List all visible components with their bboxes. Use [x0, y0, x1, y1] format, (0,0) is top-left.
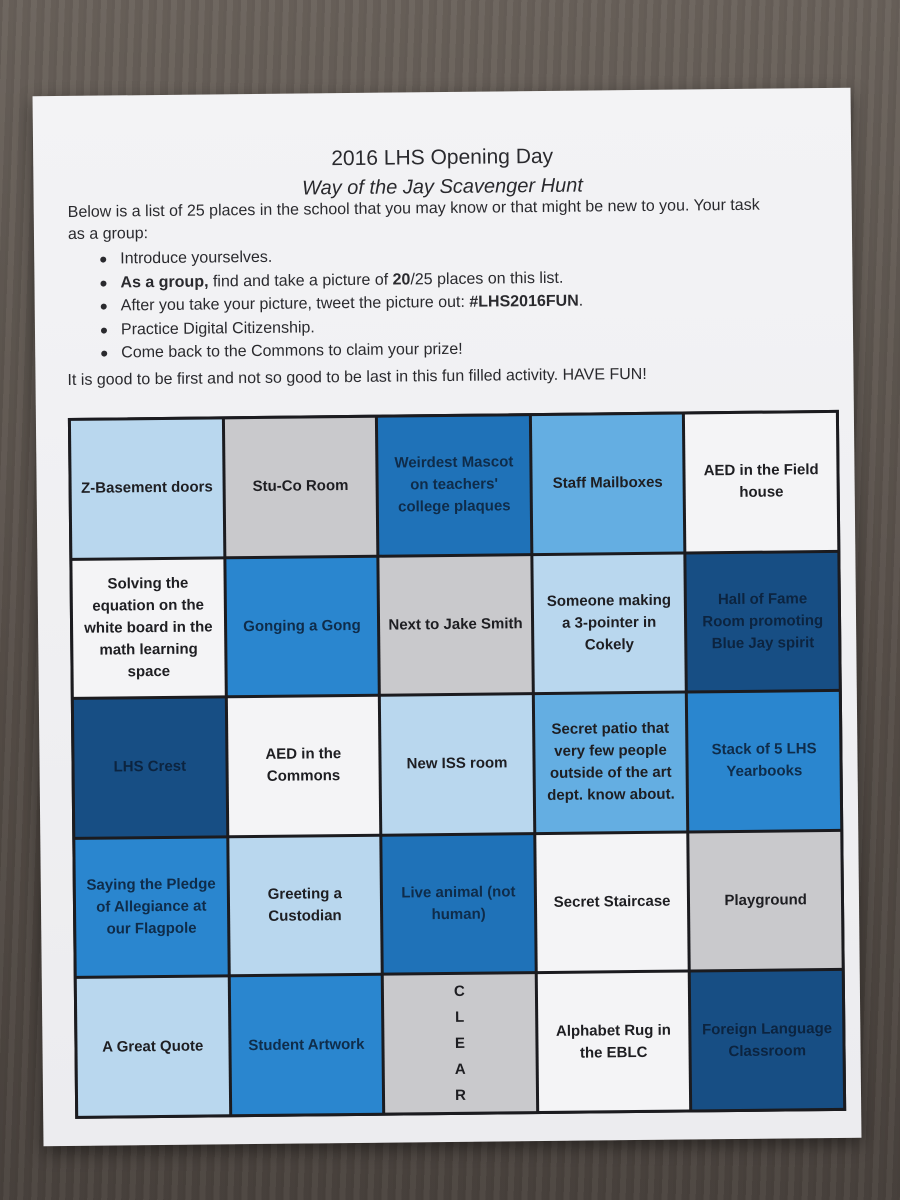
grid-cell: Solving the equation on the white board in the math learning space — [72, 559, 224, 697]
grid-cell: Staff Mailboxes — [532, 415, 684, 553]
closing-text: It is good to be first and not so good to be last in this fun filled activity. HAVE FUN! — [67, 365, 647, 389]
grid-cell: Hall of Fame Room promoting Blue Jay spirit — [687, 553, 839, 691]
grid-cell: Greeting a Custodian — [229, 837, 381, 975]
clear-letter: R — [454, 1086, 467, 1104]
grid-cell: AED in the Commons — [227, 697, 379, 835]
task-text: /25 places on this list. — [410, 269, 564, 288]
grid-cell: A Great Quote — [77, 978, 229, 1116]
task-count: 20 — [392, 270, 411, 289]
task-bold-text: As a group, — [120, 272, 209, 291]
grid-cell: Secret Staircase — [536, 833, 688, 971]
task-text: . — [578, 292, 584, 310]
grid-cell: Secret patio that very few people outside of the art dept. know about. — [535, 694, 687, 832]
scavenger-hunt-sheet — [33, 88, 862, 1147]
hashtag: #LHS2016FUN — [469, 292, 579, 311]
grid-cell: Alphabet Rug in the EBLC — [538, 973, 690, 1111]
clear-letter: E — [454, 1034, 466, 1052]
clear-letter: C — [453, 982, 465, 1000]
task-text: Come back to the Commons to claim your prize! — [121, 340, 463, 362]
grid-cell: Live animal (not human) — [382, 835, 534, 973]
grid-cell: Weirdest Mascot on teachers' college plaques — [378, 416, 530, 554]
grid-cell: Stu-Co Room — [225, 418, 377, 556]
grid-cell: Gonging a Gong — [226, 557, 378, 695]
page-title: 2016 LHS Opening Day — [331, 144, 554, 171]
task-text: After you take your picture, tweet the picture out: — [120, 293, 470, 315]
grid-cell: Z-Basement doors — [71, 419, 223, 557]
task-text: Introduce yourselves. — [120, 248, 273, 268]
grid-cell: Foreign Language Classroom — [691, 971, 843, 1109]
task-text: Practice Digital Citizenship. — [120, 318, 315, 338]
clear-letter: L — [455, 1008, 465, 1026]
grid-cell: Student Artwork — [230, 976, 382, 1114]
task-list — [96, 243, 584, 366]
grid-cell: Next to Jake Smith — [380, 556, 532, 694]
grid-cell: Playground — [690, 832, 842, 970]
task-text: find and take a picture of — [208, 271, 393, 290]
task-item — [97, 337, 584, 366]
grid-cell: Saying the Pledge of Allegiance at our Flagpole — [75, 838, 227, 976]
grid-cell: Stack of 5 LHS Yearbooks — [688, 692, 840, 830]
grid-cell: LHS Crest — [74, 699, 226, 837]
grid-cell: New ISS room — [381, 695, 533, 833]
page-subtitle: Way of the Jay Scavenger Hunt — [301, 174, 584, 200]
grid-cell: AED in the Field house — [685, 413, 837, 551]
grid-cell: Someone making a 3-pointer in Cokely — [533, 554, 685, 692]
intro-text: Below is a list of 25 places in the school that you may know or that might be new to you. Your task as a group: — [67, 196, 760, 243]
free-space-cell — [384, 974, 536, 1112]
bingo-grid — [68, 410, 846, 1119]
clear-letter: A — [454, 1060, 466, 1078]
